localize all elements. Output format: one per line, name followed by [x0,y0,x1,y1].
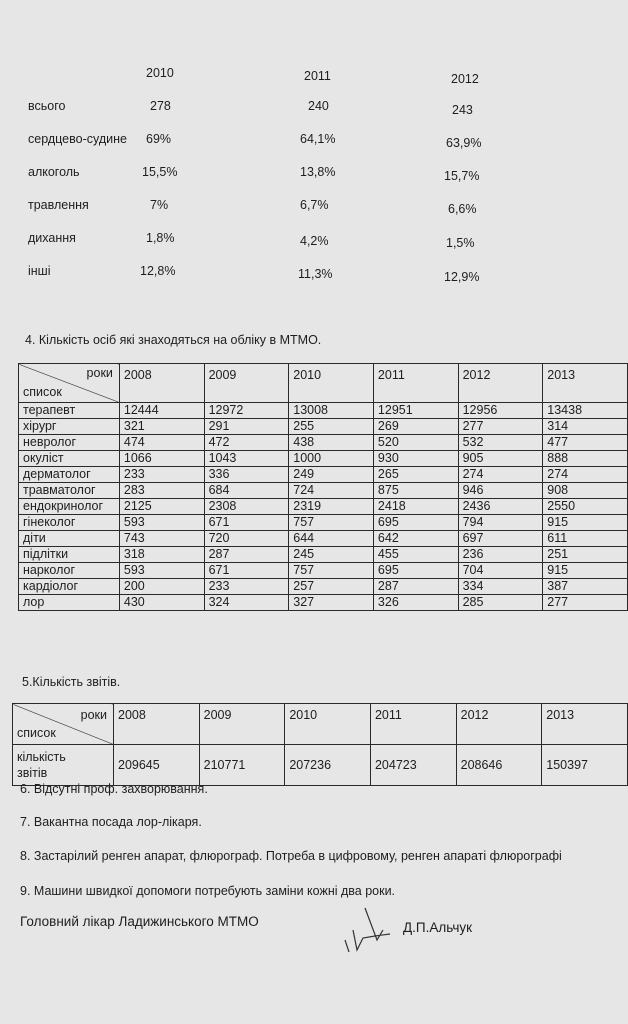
table-cell: 671 [204,515,289,531]
table-cell: 593 [119,515,204,531]
table-cell: 387 [543,579,628,595]
table-cell: 474 [119,435,204,451]
table-cell: 720 [204,531,289,547]
stats-value: 6,7% [300,198,329,212]
table-cell: 334 [458,579,543,595]
table-cell: 1043 [204,451,289,467]
table-header-row [19,364,628,403]
stats-label: сердцево-судине [28,132,127,146]
table-cell: 704 [458,563,543,579]
reports-count-table [12,703,628,786]
table-cell: 520 [373,435,458,451]
table-cell: 274 [458,467,543,483]
table-cell: 285 [458,595,543,611]
table-cell: 251 [543,547,628,563]
table-cell: 208646 [456,745,542,786]
table-row [19,435,628,451]
table-cell: 2319 [289,499,374,515]
year-header: 2009 [199,704,285,745]
table-corner-cell [19,364,120,403]
table-corner-cell [13,704,114,745]
table-cell: 13008 [289,403,374,419]
section5-title: 5.Кількість звітів. [22,675,121,689]
table-cell: 291 [204,419,289,435]
stats-value: 7% [150,198,169,212]
year-header: 2013 [543,364,628,403]
table-cell: 200 [119,579,204,595]
table-cell: 207236 [285,745,371,786]
row-name: травматолог [19,483,120,499]
table-cell: 274 [543,467,628,483]
year-header: 2010 [289,364,374,403]
row-name: нарколог [19,563,120,579]
table-cell: 249 [289,467,374,483]
table-cell: 1066 [119,451,204,467]
row-name: дерматолог [19,467,120,483]
stats-value: 63,9% [446,136,482,150]
table-cell: 455 [373,547,458,563]
row-name-cell [13,745,114,786]
note-item: 9. Машини швидкої допомоги потребують заміни кожні два роки. [20,884,396,898]
note-item: 7. Вакантна посада лор-лікаря. [20,815,202,829]
stats-year: 2012 [451,72,479,86]
table-cell: 2436 [458,499,543,515]
table-cell: 644 [289,531,374,547]
stats-row [28,198,548,231]
row-name: ендокринолог [19,499,120,515]
table-cell: 336 [204,467,289,483]
table-cell: 915 [543,563,628,579]
table-row [19,483,628,499]
table-cell: 2125 [119,499,204,515]
stats-block [28,66,548,297]
row-name: діти [19,531,120,547]
section4-title: 4. Кількість осіб які знаходяться на обліку в МТМО. [25,333,322,347]
row-name: окуліст [19,451,120,467]
row-name: гінеколог [19,515,120,531]
table-cell: 743 [119,531,204,547]
table-cell: 269 [373,419,458,435]
year-header: 2008 [119,364,204,403]
note-item: 6. Відсутні проф. захворювання. [20,782,208,796]
row-name: кардіолог [19,579,120,595]
year-header: 2011 [370,704,456,745]
stats-value: 243 [452,103,473,117]
table-cell: 2550 [543,499,628,515]
corner-label-years: роки [80,708,107,722]
table-cell: 150397 [542,745,628,786]
table-row [19,531,628,547]
table-row [19,499,628,515]
stats-value: 64,1% [300,132,336,146]
stats-value: 4,2% [300,234,329,248]
row-name: кількість [17,750,66,764]
table-cell: 875 [373,483,458,499]
year-header: 2012 [458,364,543,403]
table-cell: 287 [373,579,458,595]
row-name: лор [19,595,120,611]
table-cell: 477 [543,435,628,451]
table-cell: 905 [458,451,543,467]
table-row [19,403,628,419]
table-cell: 257 [289,579,374,595]
stats-label: травлення [28,198,89,212]
stats-label: інші [28,264,51,278]
table-cell: 327 [289,595,374,611]
stats-row [28,99,548,132]
registered-patients-table [18,363,628,611]
table-cell: 946 [458,483,543,499]
table-row [19,595,628,611]
table-cell: 757 [289,563,374,579]
stats-label: всього [28,99,66,113]
table-cell: 12951 [373,403,458,419]
stats-value: 1,8% [146,231,175,245]
table-cell: 277 [543,595,628,611]
signer-name: Д.П.Альчук [403,920,473,935]
table-row [19,579,628,595]
table-row [19,419,628,435]
stats-row [28,132,548,165]
table-cell: 233 [204,579,289,595]
stats-label: алкоголь [28,165,80,179]
table-cell: 326 [373,595,458,611]
stats-value: 12,9% [444,270,480,284]
table-cell: 611 [543,531,628,547]
table-cell: 255 [289,419,374,435]
table-cell: 915 [543,515,628,531]
row-name: терапевт [19,403,120,419]
stats-value: 11,3% [298,267,333,281]
year-header: 2012 [456,704,542,745]
stats-value: 15,7% [444,169,480,183]
row-name: звітів [17,766,48,780]
footer-title: Головний лікар Ладижинського МТМО [20,914,259,929]
year-header: 2013 [542,704,628,745]
stats-value: 69% [146,132,172,146]
table-cell: 695 [373,563,458,579]
table-cell: 245 [289,547,374,563]
table-cell: 794 [458,515,543,531]
table-cell: 532 [458,435,543,451]
stats-year: 2010 [146,66,174,80]
table-cell: 210771 [199,745,285,786]
stats-header-row [28,66,548,99]
table-row [19,547,628,563]
table-header-row [13,704,628,745]
year-header: 2011 [373,364,458,403]
stats-value: 278 [150,99,171,113]
table-cell: 757 [289,515,374,531]
year-header: 2008 [114,704,200,745]
table-cell: 1000 [289,451,374,467]
table-cell: 593 [119,563,204,579]
table-cell: 2308 [204,499,289,515]
corner-label-years: роки [86,366,113,380]
table-cell: 671 [204,563,289,579]
table-cell: 236 [458,547,543,563]
table-cell: 12444 [119,403,204,419]
table-cell: 430 [119,595,204,611]
table-cell: 233 [119,467,204,483]
table-cell: 12972 [204,403,289,419]
table-cell: 265 [373,467,458,483]
table-cell: 314 [543,419,628,435]
table-body [19,403,628,611]
table-cell: 888 [543,451,628,467]
table-row [19,515,628,531]
table-cell: 697 [458,531,543,547]
year-header: 2009 [204,364,289,403]
table-cell: 930 [373,451,458,467]
table-cell: 642 [373,531,458,547]
stats-value: 12,8% [140,264,176,278]
row-name: підлітки [19,547,120,563]
table-cell: 724 [289,483,374,499]
row-name: невролог [19,435,120,451]
table-cell: 12956 [458,403,543,419]
table-cell: 324 [204,595,289,611]
note-item: 8. Застарілий ренген апарат, флюрограф. Потреба в цифровому, ренген апараті флюрографі [20,849,562,863]
stats-value: 13,8% [300,165,336,179]
table-cell: 684 [204,483,289,499]
table-row [19,563,628,579]
table-cell: 438 [289,435,374,451]
table-cell: 2418 [373,499,458,515]
table-cell: 321 [119,419,204,435]
stats-value: 240 [308,99,329,113]
stats-row [28,231,548,264]
table-cell: 204723 [370,745,456,786]
year-header: 2010 [285,704,371,745]
stats-row [28,264,548,297]
table-row [19,451,628,467]
corner-label-list: список [17,726,56,740]
table-cell: 695 [373,515,458,531]
table-row [13,745,628,786]
stats-year: 2011 [304,69,331,83]
table-cell: 318 [119,547,204,563]
table-cell: 287 [204,547,289,563]
table-cell: 209645 [114,745,200,786]
table-cell: 472 [204,435,289,451]
stats-label: дихання [28,231,76,245]
table-cell: 13438 [543,403,628,419]
table-row [19,467,628,483]
stats-value: 1,5% [446,236,475,250]
corner-label-list: список [23,385,62,399]
table-cell: 908 [543,483,628,499]
stats-value: 15,5% [142,165,178,179]
table-cell: 277 [458,419,543,435]
row-name: хірург [19,419,120,435]
stats-row [28,165,548,198]
table-cell: 283 [119,483,204,499]
stats-value: 6,6% [448,202,477,216]
